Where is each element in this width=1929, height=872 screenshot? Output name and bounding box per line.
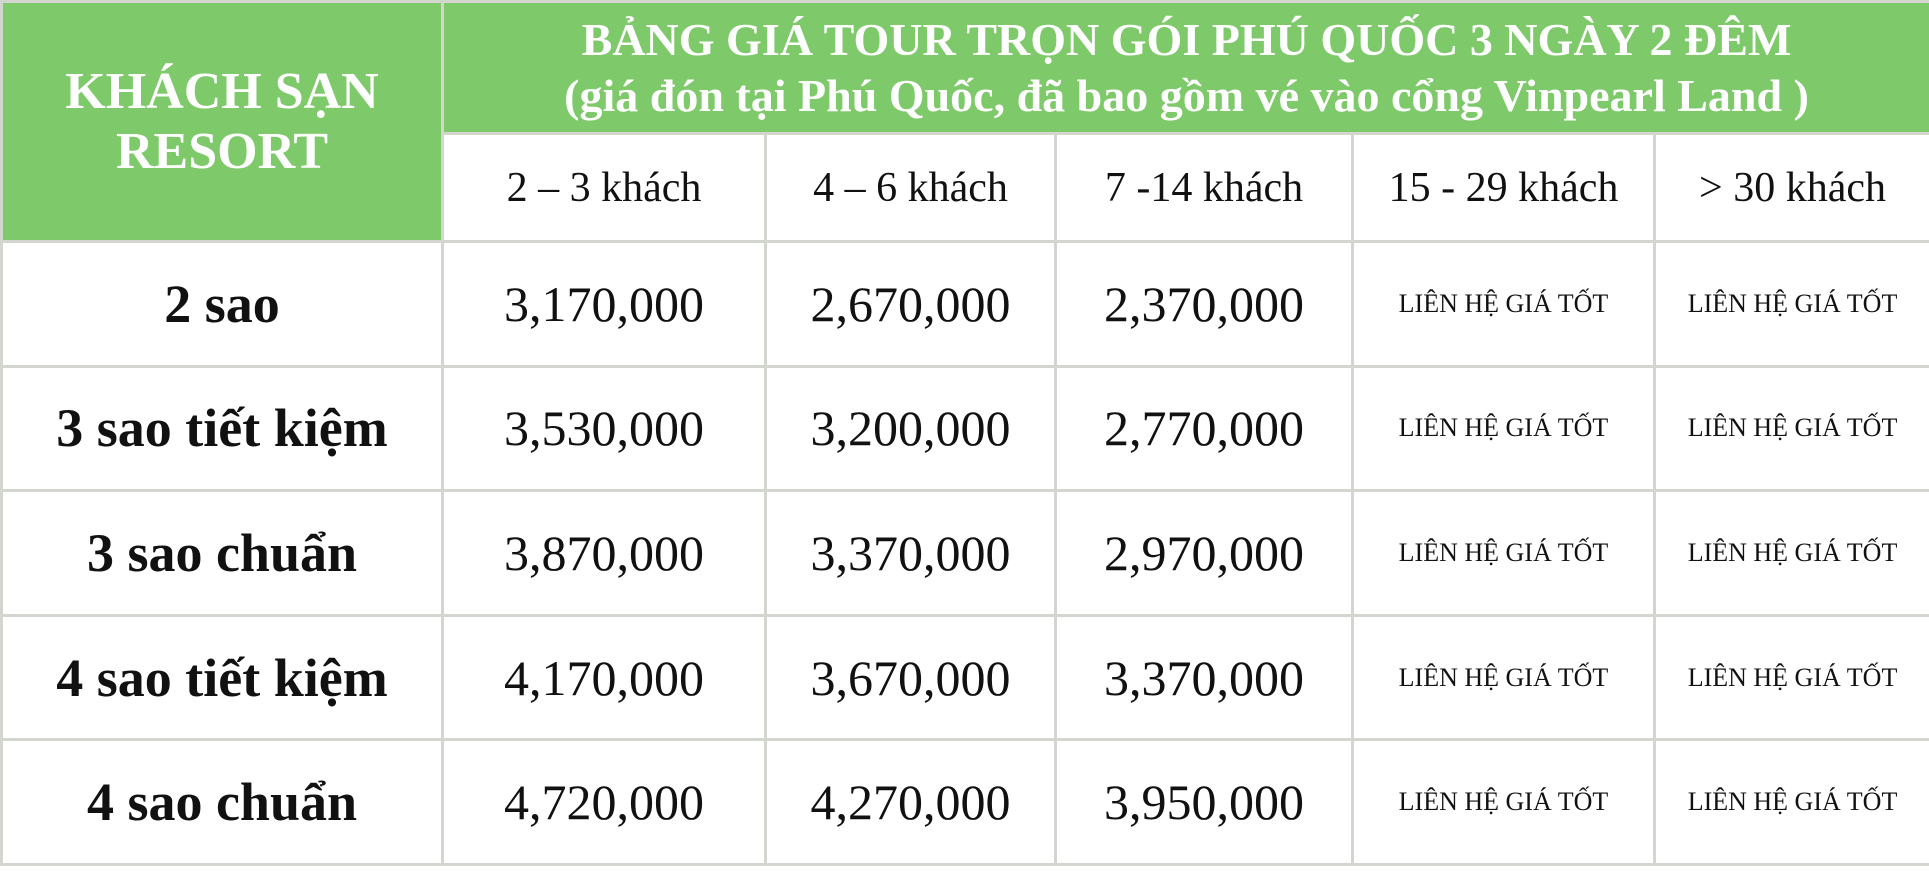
- price-cell: 3,370,000: [766, 491, 1056, 616]
- group-size-header: > 30 khách: [1655, 134, 1929, 242]
- price-cell: 3,870,000: [443, 491, 766, 616]
- contact-cell: LIÊN HỆ GIÁ TỐT: [1353, 740, 1655, 865]
- contact-cell: LIÊN HỆ GIÁ TỐT: [1655, 491, 1929, 616]
- price-cell: 2,370,000: [1056, 242, 1353, 367]
- group-size-header: 2 – 3 khách: [443, 134, 766, 242]
- price-cell: 3,200,000: [766, 366, 1056, 491]
- contact-cell: LIÊN HỆ GIÁ TỐT: [1353, 491, 1655, 616]
- price-cell: 3,950,000: [1056, 740, 1353, 865]
- contact-cell: LIÊN HỆ GIÁ TỐT: [1353, 366, 1655, 491]
- table-row: [2, 615, 1929, 740]
- price-cell: 2,970,000: [1056, 491, 1353, 616]
- price-cell: 3,370,000: [1056, 615, 1353, 740]
- hotel-class-label: 3 sao chuẩn: [2, 491, 443, 616]
- title-line1: BẢNG GIÁ TOUR TRỌN GÓI PHÚ QUỐC 3 NGÀY 2 ĐÊM: [581, 13, 1792, 65]
- group-size-header: 7 -14 khách: [1056, 134, 1353, 242]
- price-cell: 2,670,000: [766, 242, 1056, 367]
- title-row: [2, 2, 1929, 134]
- contact-cell: LIÊN HỆ GIÁ TỐT: [1655, 740, 1929, 865]
- hotel-class-label: 3 sao tiết kiệm: [2, 366, 443, 491]
- contact-cell: LIÊN HỆ GIÁ TỐT: [1655, 366, 1929, 491]
- table-row: [2, 366, 1929, 491]
- group-size-header: 4 – 6 khách: [766, 134, 1056, 242]
- hotel-column-header: [2, 2, 443, 242]
- price-cell: 3,530,000: [443, 366, 766, 491]
- price-cell: 4,270,000: [766, 740, 1056, 865]
- price-cell: 2,770,000: [1056, 366, 1353, 491]
- price-cell: 4,170,000: [443, 615, 766, 740]
- group-size-header: 15 - 29 khách: [1353, 134, 1655, 242]
- price-cell: 4,720,000: [443, 740, 766, 865]
- table-row: [2, 740, 1929, 865]
- price-cell: 3,670,000: [766, 615, 1056, 740]
- hotel-class-label: 2 sao: [2, 242, 443, 367]
- hotel-class-label: 4 sao tiết kiệm: [2, 615, 443, 740]
- hotel-header-line1: KHÁCH SẠN: [65, 62, 379, 120]
- contact-cell: LIÊN HỆ GIÁ TỐT: [1655, 615, 1929, 740]
- table-row: [2, 242, 1929, 367]
- contact-cell: LIÊN HỆ GIÁ TỐT: [1353, 615, 1655, 740]
- hotel-class-label: 4 sao chuẩn: [2, 740, 443, 865]
- price-cell: 3,170,000: [443, 242, 766, 367]
- title-line2: (giá đón tại Phú Quốc, đã bao gồm vé vào cổng Vinpearl Land ): [564, 69, 1809, 121]
- table-row: [2, 491, 1929, 616]
- table-title: [443, 2, 1929, 134]
- contact-cell: LIÊN HỆ GIÁ TỐT: [1655, 242, 1929, 367]
- hotel-header-line2: RESORT: [115, 122, 328, 180]
- contact-cell: LIÊN HỆ GIÁ TỐT: [1353, 242, 1655, 367]
